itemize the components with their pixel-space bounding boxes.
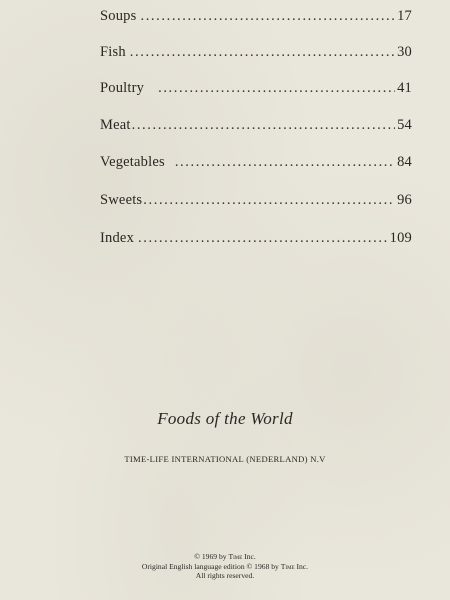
toc-dot-leader (158, 80, 395, 97)
toc-entry-title: Fish (100, 44, 126, 60)
toc-entry-page: 30 (397, 44, 412, 60)
toc-entry-page: 17 (397, 8, 412, 24)
toc-dot-leader (132, 117, 396, 134)
copyright-line-3: All rights reserved. (195, 571, 255, 580)
toc-entry-page: 96 (397, 192, 412, 208)
copyright-notice (0, 552, 450, 581)
toc-entry-fish (100, 44, 412, 66)
copyright-text: Inc. (296, 561, 309, 571)
toc-dot-leader (175, 154, 395, 171)
toc-dot-leader (138, 230, 388, 247)
toc-dot-leader (140, 8, 395, 25)
toc-entry-page: 54 (397, 117, 412, 133)
copyright-brand: Time (280, 561, 295, 571)
toc-entry-meat (100, 117, 412, 139)
toc-entry-title: Sweets (100, 192, 143, 208)
copyright-text: Original English language edition © 1968 by (141, 561, 279, 571)
copyright-line-2 (0, 562, 450, 572)
toc-entry-title: Vegetables (100, 154, 165, 170)
copyright-line-1 (0, 552, 450, 562)
publisher-name: TIME-LIFE INTERNATIONAL (NEDERLAND) N.V (124, 454, 326, 464)
toc-entry-page: 109 (389, 230, 412, 246)
copyright-brand: Time (228, 552, 243, 561)
toc-entry-index (100, 230, 412, 252)
toc-entry-sweets (100, 192, 412, 214)
toc-entry-vegetables (100, 154, 412, 176)
toc-entry-title: Soups (100, 8, 137, 24)
toc-entry-title: Index (100, 230, 135, 246)
toc-entry-page: 84 (397, 154, 412, 170)
copyright-text: Inc. (244, 552, 256, 561)
toc-entry-soups (100, 8, 412, 30)
toc-entry-title: Meat (100, 117, 131, 133)
toc-entry-poultry (100, 80, 412, 102)
toc-dot-leader (143, 192, 395, 209)
copyright-text: © 1969 by (194, 552, 227, 561)
toc-dot-leader (130, 44, 395, 61)
toc-entry-title: Poultry (100, 80, 145, 96)
series-title: Foods of the World (157, 409, 293, 428)
toc-entry-page: 41 (397, 80, 412, 96)
